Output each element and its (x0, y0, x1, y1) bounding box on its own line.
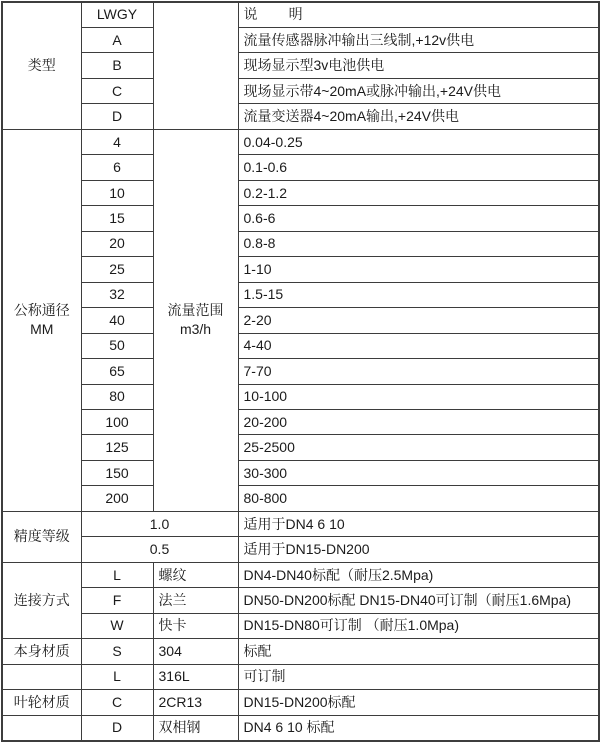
material-desc-cell: DN15-DN200标配 (238, 690, 599, 715)
table-row (2, 639, 599, 664)
dn-cell: 32 (81, 282, 153, 307)
table-row (2, 435, 599, 460)
section-label-nominal-diameter (2, 129, 81, 511)
connection-desc-cell: DN50-DN200标配 DN15-DN40可订制（耐压1.6Mpa) (238, 588, 599, 613)
accuracy-grade-cell: 0.5 (81, 537, 238, 562)
type-code-cell: B (81, 53, 153, 78)
nominal-diameter-label-line1: 公称通径 (13, 302, 70, 319)
nominal-diameter-label-line2: MM (30, 321, 54, 338)
description-header: 说 明 (238, 2, 599, 27)
type-desc-cell: 流量传感器脉冲输出三线制,+12v供电 (238, 27, 599, 52)
section-label-connection: 连接方式 (2, 562, 81, 638)
range-cell: 1.5-15 (238, 282, 599, 307)
table-row (2, 690, 599, 715)
material-code-cell: D (81, 715, 153, 740)
connection-desc-cell: DN15-DN80可订制 （耐压1.0Mpa) (238, 613, 599, 638)
dn-cell: 6 (81, 155, 153, 180)
accuracy-desc-cell: 适用于DN15-DN200 (238, 537, 599, 562)
table-row (2, 206, 599, 231)
connection-code-cell: W (81, 613, 153, 638)
dn-cell: 125 (81, 435, 153, 460)
flow-range-label-line1: 流量范围 (167, 302, 224, 319)
dn-cell: 65 (81, 359, 153, 384)
range-cell: 2-20 (238, 308, 599, 333)
table-row (2, 180, 599, 205)
table-row (2, 410, 599, 435)
accuracy-grade-cell: 1.0 (81, 511, 238, 536)
table-row (2, 511, 599, 536)
type-spacer-cell (153, 2, 238, 129)
model-code-header: LWGY (81, 2, 153, 27)
type-code-cell: A (81, 27, 153, 52)
range-cell: 0.6-6 (238, 206, 599, 231)
table-row (2, 460, 599, 485)
section-label-impeller-material: 叶轮材质 (2, 690, 81, 715)
table-row (2, 104, 599, 129)
range-cell: 0.04-0.25 (238, 129, 599, 154)
connection-code-cell: L (81, 562, 153, 587)
flow-range-label (153, 129, 238, 511)
dn-cell: 150 (81, 460, 153, 485)
range-cell: 7-70 (238, 359, 599, 384)
range-cell: 20-200 (238, 410, 599, 435)
accuracy-desc-cell: 适用于DN4 6 10 (238, 511, 599, 536)
table-row (2, 282, 599, 307)
dn-cell: 50 (81, 333, 153, 358)
table-row (2, 308, 599, 333)
section-label-accuracy: 精度等级 (2, 511, 81, 562)
dn-cell: 20 (81, 231, 153, 256)
type-desc-cell: 现场显示型3v电池供电 (238, 53, 599, 78)
table-row (2, 715, 599, 740)
material-name-cell: 304 (153, 639, 238, 664)
type-desc-cell: 流量变送器4~20mA输出,+24V供电 (238, 104, 599, 129)
connection-name-cell: 快卡 (153, 613, 238, 638)
connection-code-cell: F (81, 588, 153, 613)
table-row (2, 588, 599, 613)
connection-name-cell: 螺纹 (153, 562, 238, 587)
dn-cell: 40 (81, 308, 153, 333)
range-cell: 25-2500 (238, 435, 599, 460)
table-row (2, 359, 599, 384)
table-row (2, 384, 599, 409)
material-desc-cell: DN4 6 10 标配 (238, 715, 599, 740)
type-code-cell: D (81, 104, 153, 129)
dn-cell: 10 (81, 180, 153, 205)
flow-range-label-line2: m3/h (179, 321, 212, 338)
material-desc-cell: 标配 (238, 639, 599, 664)
dn-cell: 200 (81, 486, 153, 511)
dn-cell: 100 (81, 410, 153, 435)
connection-desc-cell: DN4-DN40标配（耐压2.5Mpa) (238, 562, 599, 587)
range-cell: 0.1-0.6 (238, 155, 599, 180)
range-cell: 4-40 (238, 333, 599, 358)
table-row (2, 2, 599, 27)
type-code-cell: C (81, 78, 153, 103)
table-row (2, 53, 599, 78)
material-code-cell: S (81, 639, 153, 664)
dn-cell: 15 (81, 206, 153, 231)
flowmeter-spec-table (1, 1, 600, 742)
material-label-empty (2, 715, 81, 740)
table-row (2, 27, 599, 52)
table-row (2, 257, 599, 282)
material-code-cell: C (81, 690, 153, 715)
dn-cell: 4 (81, 129, 153, 154)
dn-cell: 80 (81, 384, 153, 409)
table-row (2, 613, 599, 638)
table-row (2, 78, 599, 103)
range-cell: 80-800 (238, 486, 599, 511)
table-row (2, 486, 599, 511)
table-row (2, 333, 599, 358)
range-cell: 1-10 (238, 257, 599, 282)
dn-cell: 25 (81, 257, 153, 282)
table-row (2, 231, 599, 256)
table-row (2, 129, 599, 154)
material-label-empty (2, 664, 81, 689)
table-row (2, 664, 599, 689)
table-row (2, 537, 599, 562)
range-cell: 10-100 (238, 384, 599, 409)
material-name-cell: 双相钢 (153, 715, 238, 740)
material-desc-cell: 可订制 (238, 664, 599, 689)
table-row (2, 562, 599, 587)
material-name-cell: 316L (153, 664, 238, 689)
material-name-cell: 2CR13 (153, 690, 238, 715)
section-label-body-material: 本身材质 (2, 639, 81, 664)
table-row (2, 155, 599, 180)
section-label-type: 类型 (2, 2, 81, 129)
range-cell: 0.8-8 (238, 231, 599, 256)
type-desc-cell: 现场显示带4~20mA或脉冲输出,+24V供电 (238, 78, 599, 103)
range-cell: 0.2-1.2 (238, 180, 599, 205)
connection-name-cell: 法兰 (153, 588, 238, 613)
range-cell: 30-300 (238, 460, 599, 485)
material-code-cell: L (81, 664, 153, 689)
